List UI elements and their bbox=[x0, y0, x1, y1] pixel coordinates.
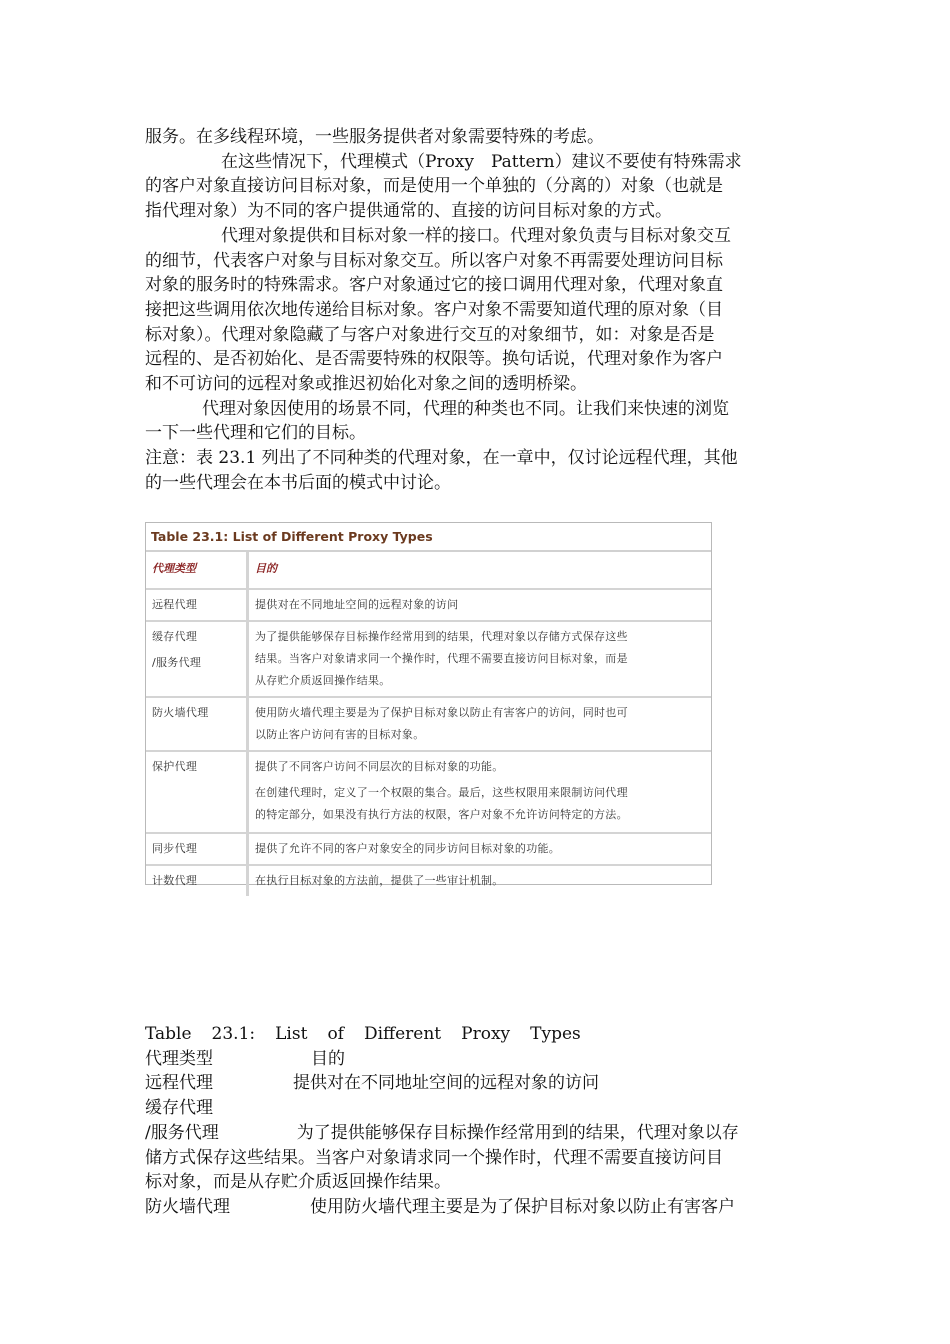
cell-purpose bbox=[249, 752, 711, 834]
cell-purpose-line: 使用防火墙代理主要是为了保护目标对象以防止有害客户的访问，同时也可 bbox=[255, 706, 628, 719]
cache-purpose-line: 储方式保存这些结果。当客户对象请求同一个操作时，代理不需要直接访问目 bbox=[145, 1147, 723, 1168]
cell-purpose-line: 提供了不同客户访问不同层次的目标对象的功能。 bbox=[255, 760, 504, 773]
body-text-top bbox=[145, 125, 810, 496]
cell-purpose bbox=[249, 622, 711, 698]
cell-type: 保护代理 bbox=[146, 752, 249, 834]
remote-type-text: 远程代理 bbox=[145, 1073, 213, 1094]
cache-purpose-text: 为了提供能够保存目标操作经常用到的结果，代理对象以存 bbox=[296, 1122, 739, 1143]
text-line: 标对象）。代理对象隐藏了与客户对象进行交互的对象细节，如：对象是否是 bbox=[145, 324, 715, 345]
table-row bbox=[146, 752, 711, 834]
firewall-purpose-text: 使用防火墙代理主要是为了保护目标对象以防止有害客户 bbox=[310, 1196, 735, 1217]
header-type: 代理类型 bbox=[146, 552, 249, 590]
text-line: 一下一些代理和它们的目标。 bbox=[145, 423, 366, 444]
table-row bbox=[146, 590, 711, 622]
table-row bbox=[146, 834, 711, 866]
table-row bbox=[146, 866, 711, 896]
cell-type-line: /服务代理 bbox=[152, 656, 202, 669]
cell-type bbox=[146, 622, 249, 698]
text-line: 在这些情况下，代理模式（Proxy Pattern）建议不要使有特殊需求 bbox=[221, 151, 742, 172]
text-line: 远程的、是否初始化、是否需要特殊的权限等。换句话说，代理对象作为客户 bbox=[145, 349, 723, 370]
table-caption-text bbox=[145, 1022, 810, 1047]
paragraph-4 bbox=[145, 397, 810, 446]
caption-word: Table bbox=[145, 1024, 192, 1044]
text-line: 服务。在多线程环境，一些服务提供者对象需要特殊的考虑。 bbox=[145, 127, 604, 147]
paragraph-1 bbox=[145, 125, 810, 150]
cell-purpose-line: 的特定部分，如果没有执行方法的权限，客户对象不允许访问特定的方法。 bbox=[255, 808, 628, 821]
text-line: 代理对象提供和目标对象一样的接口。代理对象负责与目标对象交互 bbox=[221, 225, 731, 246]
text-line: 接把这些调用依次地传递给目标对象。客户对象不需要知道代理的原对象（目 bbox=[145, 299, 723, 320]
text-line: 对象的服务时的特殊需求。客户对象通过它的接口调用代理对象，代理对象直 bbox=[145, 275, 723, 296]
cell-type: 计数代理 bbox=[146, 866, 249, 896]
text-line: 的细节，代表客户对象与目标对象交互。所以客户对象不再需要处理访问目标 bbox=[145, 250, 723, 271]
service-type-text: /服务代理 bbox=[145, 1122, 219, 1143]
text-line: 指代理对象）为不同的客户提供通常的、直接的访问目标对象的方式。 bbox=[145, 201, 672, 222]
proxy-types-table bbox=[146, 552, 711, 896]
text-line: 代理对象因使用的场景不同，代理的种类也不同。让我们来快速的浏览 bbox=[202, 398, 729, 419]
firewall-type-text: 防火墙代理 bbox=[145, 1196, 230, 1217]
cell-purpose-line: 以防止客户访问有害的目标对象。 bbox=[255, 728, 425, 741]
paragraph-3 bbox=[145, 224, 810, 397]
header-purpose: 目的 bbox=[249, 552, 711, 590]
caption-word: List bbox=[275, 1024, 308, 1044]
cell-type: 防火墙代理 bbox=[146, 698, 249, 752]
cell-purpose-line: 在创建代理时，定义了一个权限的集合。最后，这些权限用来限制访问代理 bbox=[255, 786, 628, 799]
remote-line bbox=[145, 1071, 810, 1096]
body-text-bottom bbox=[145, 1022, 810, 1220]
remote-purpose-text: 提供对在不同地址空间的远程对象的访问 bbox=[293, 1073, 599, 1094]
text-line: 的一些代理会在本书后面的模式中讨论。 bbox=[145, 472, 451, 493]
text-line: 和不可访问的远程对象或推迟初始化对象之间的透明桥梁。 bbox=[145, 374, 587, 395]
table-row bbox=[146, 622, 711, 698]
firewall-line bbox=[145, 1195, 810, 1220]
caption-word: of bbox=[327, 1024, 344, 1044]
cell-purpose-line: 从存贮介质返回操作结果。 bbox=[255, 674, 391, 687]
paragraph-note bbox=[145, 446, 810, 495]
header-line bbox=[145, 1047, 810, 1072]
proxy-types-table-image bbox=[145, 522, 712, 885]
cell-purpose: 提供了允许不同的客户对象安全的同步访问目标对象的功能。 bbox=[249, 834, 711, 866]
text-line: 注意：表 23.1 列出了不同种类的代理对象，在一章中，仅讨论远程代理，其他 bbox=[145, 448, 738, 469]
cell-purpose-line: 为了提供能够保存目标操作经常用到的结果，代理对象以存储方式保存这些 bbox=[255, 630, 628, 643]
header-purpose-text: 目的 bbox=[311, 1048, 345, 1069]
cell-type-line: 缓存代理 bbox=[152, 630, 198, 643]
table-row bbox=[146, 698, 711, 752]
table-header-row bbox=[146, 552, 711, 590]
cell-purpose bbox=[249, 698, 711, 752]
caption-word: Proxy bbox=[461, 1024, 511, 1044]
cell-type: 远程代理 bbox=[146, 590, 249, 622]
cell-type: 同步代理 bbox=[146, 834, 249, 866]
caption-word: 23.1: bbox=[211, 1024, 256, 1044]
cache-type-text: 缓存代理 bbox=[145, 1098, 213, 1119]
paragraph-2 bbox=[145, 150, 810, 224]
caption-word: Types bbox=[530, 1024, 581, 1044]
caption-word: Different bbox=[363, 1024, 442, 1044]
table-caption: Table 23.1: List of Different Proxy Types bbox=[146, 523, 711, 552]
header-type-text: 代理类型 bbox=[145, 1048, 213, 1069]
cache-purpose-line: 标对象，而是从存贮介质返回操作结果。 bbox=[145, 1172, 451, 1193]
cell-purpose: 提供对在不同地址空间的远程对象的访问 bbox=[249, 590, 711, 622]
text-line: 的客户对象直接访问目标对象，而是使用一个单独的（分离的）对象（也就是 bbox=[145, 176, 723, 197]
cell-purpose-line: 结果。当客户对象请求同一个操作时，代理不需要直接访问目标对象，而是 bbox=[255, 652, 628, 665]
cache-line bbox=[145, 1121, 810, 1146]
cell-purpose: 在执行目标对象的方法前，提供了一些审计机制。 bbox=[255, 874, 504, 887]
